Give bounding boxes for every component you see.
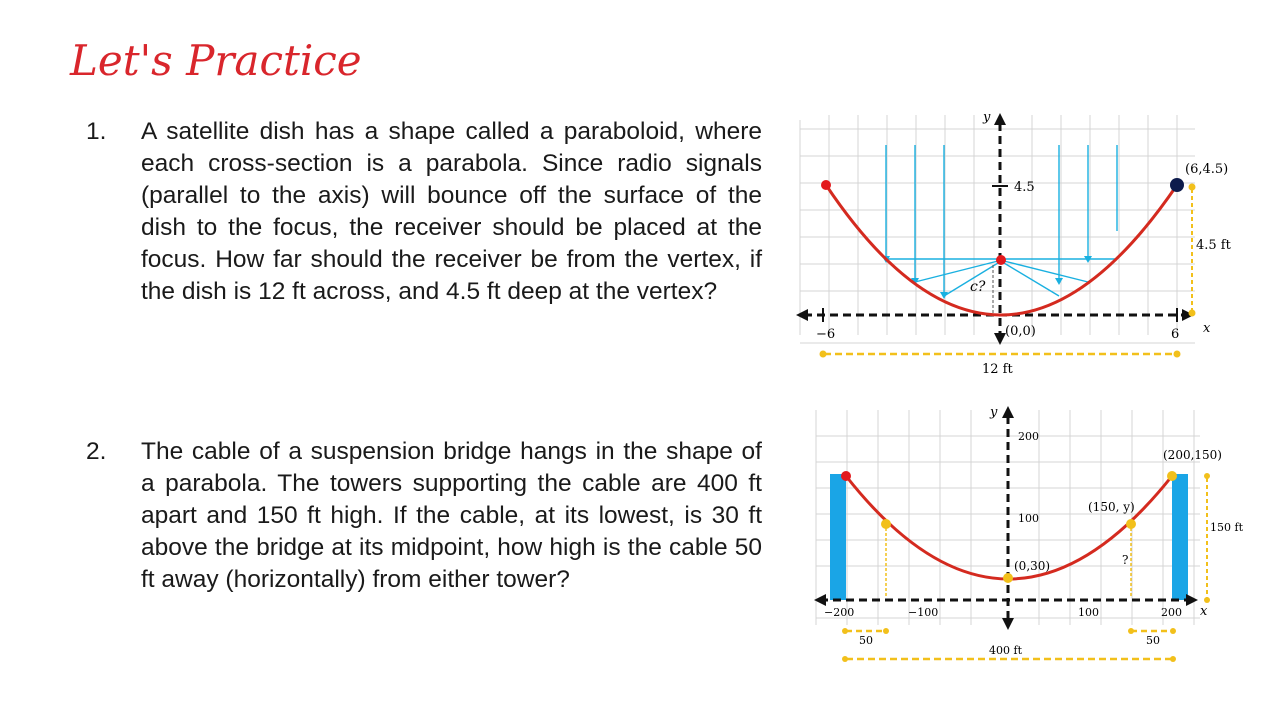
right-gap-label: 50 [1146,634,1160,647]
x-tick-label-m100: −100 [908,606,939,619]
y-axis-arrow-up [994,113,1006,125]
height-dim-top [1204,473,1210,479]
width-label: 12 ft [982,362,1013,377]
vertex-label: (0,30) [1014,559,1051,573]
depth-label: 4.5 ft [1196,238,1231,253]
x-tick-label-left: −6 [816,327,836,342]
y-tick-label-100: 100 [1018,512,1039,525]
origin-label: (0,0) [1005,324,1036,339]
problem-2 [86,436,762,596]
satellite-dish-figure [790,105,1231,385]
cable-right-query-point [1126,519,1136,529]
dish-right-edge-point [1170,178,1184,192]
height-label: 150 ft [1210,521,1243,534]
width-dim-right [1174,351,1181,358]
slide-title: Let's Practice [70,36,362,85]
x-axis-label: x [1200,604,1208,619]
x-tick-label-m200: −200 [824,606,855,619]
right-tower [1172,474,1188,600]
query-point-label: (150, y) [1088,500,1135,514]
problem-text: A satellite dish has a shape called a paraboloid, where each cross-section is a parabola. Since radio signals (parallel to the axis) will bounce off the surface of the dish to the focus, the receiver should be placed at the focus. How far should the receiver be from the vertex, if the dish is 12 ft across, and 4.5 ft deep at the vertex? [141,118,762,305]
x-tick-label-200: 200 [1161,606,1182,619]
dish-left-edge-point [821,180,831,190]
cable-left-tower-point [841,471,851,481]
x-axis-label: x [1203,321,1211,336]
unknown-height-label: ? [1122,553,1129,567]
cable-vertex-point [1003,573,1013,583]
left-gap-label: 50 [859,634,873,647]
cable-left-query-point [881,519,891,529]
span-dim-right [1170,656,1176,662]
focus-point [996,255,1006,265]
problem-number: 2. [86,438,107,465]
point-label: (6,4.5) [1185,162,1229,177]
cable-right-tower-point [1167,471,1177,481]
y-axis-label: y [983,110,991,125]
right-gap-dim-left [1128,628,1134,634]
height-dim-bottom [1204,597,1210,603]
width-dim-left [820,351,827,358]
right-gap-dim-right [1170,628,1176,634]
x-tick-label-right: 6 [1171,327,1180,342]
y-axis-arrow-down [1002,618,1014,630]
suspension-bridge-figure [800,400,1243,675]
y-tick-label-4-5: 4.5 [1014,180,1035,195]
left-gap-dim-right [883,628,889,634]
y-axis-label: y [990,405,998,420]
depth-dim-bottom [1189,310,1196,317]
y-axis-arrow-up [1002,406,1014,418]
x-axis-arrow-right [1186,594,1198,606]
span-dim-left [842,656,848,662]
x-tick-label-100: 100 [1078,606,1099,619]
x-axis-arrow-left [796,309,808,321]
span-label: 400 ft [989,644,1022,657]
focus-distance-label: c? [970,279,986,295]
problem-number: 1. [86,118,107,145]
depth-dim-top [1189,184,1196,191]
problem-1 [86,116,762,308]
tower-point-label: (200,150) [1163,448,1222,462]
problem-text: The cable of a suspension bridge hangs in the shape of a parabola. The towers supporting the cable are 400 ft apart and 150 ft high. If the cable, at its lowest, is 30 ft above the bridge at its midpoint, how high is the cable 50 ft away (horizontally) from either tower? [141,438,762,593]
left-tower [830,474,846,600]
y-tick-label-200: 200 [1018,430,1039,443]
left-gap-dim-left [842,628,848,634]
